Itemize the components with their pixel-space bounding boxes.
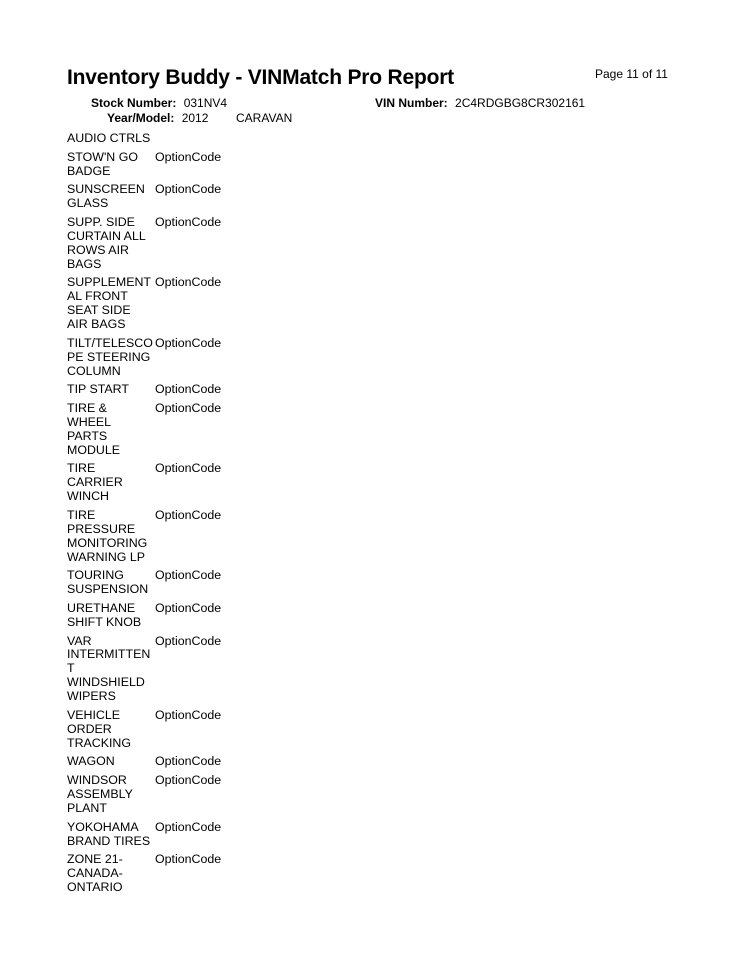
option-name-line: INTERMITTEN [67, 647, 151, 662]
option-name-line: VEHICLE [67, 707, 121, 722]
option-name-line: VAR [67, 633, 92, 648]
option-code: OptionCode [155, 633, 222, 648]
option-name-line: AUDIO CTRLS [67, 131, 151, 145]
option-name-line: SEAT SIDE [67, 303, 131, 318]
option-name [67, 602, 155, 630]
option-name-line: WIPERS [67, 689, 116, 704]
option-name-line: CARRIER [67, 475, 123, 490]
option-code: OptionCode [155, 182, 222, 197]
options-list [67, 132, 367, 900]
option-code: OptionCode [155, 852, 222, 867]
option-name [67, 635, 155, 705]
option-name-line: T [67, 661, 75, 676]
option-row [67, 183, 367, 211]
option-name-line: CURTAIN ALL [67, 228, 146, 243]
option-name-line: ROWS AIR [67, 242, 129, 257]
option-name [67, 337, 155, 379]
option-name-line: WARNING LP [67, 549, 146, 564]
option-code: OptionCode [155, 400, 222, 415]
option-code: OptionCode [155, 461, 222, 476]
option-name-line: WAGON [67, 754, 115, 769]
option-row [67, 216, 367, 272]
option-row [67, 755, 367, 769]
vin-number-field [375, 96, 585, 110]
option-name-line: TRACKING [67, 735, 132, 750]
option-name [67, 402, 155, 458]
option-name-line: COLUMN [67, 363, 121, 378]
option-name-line: MONITORING [67, 535, 148, 550]
option-name [67, 569, 155, 597]
option-name [67, 151, 155, 179]
option-name-line: ZONE 21- [67, 852, 123, 867]
report-title: Inventory Buddy - VINMatch Pro Report [67, 66, 454, 89]
option-name-line: SUPPLEMENT [67, 275, 151, 290]
option-name-line: AL FRONT [67, 289, 128, 304]
option-code: OptionCode [155, 819, 222, 834]
vin-number-label: VIN Number: [375, 96, 448, 110]
option-name-line: WINDSHIELD [67, 675, 145, 690]
option-code: OptionCode [155, 754, 222, 769]
option-name-line: PARTS [67, 428, 108, 443]
option-name-line: SHIFT KNOB [67, 614, 142, 629]
option-name-line: WINCH [67, 489, 109, 504]
option-row [67, 462, 367, 504]
page-number: Page 11 of 11 [595, 67, 668, 81]
option-name [67, 216, 155, 272]
vin-number-value: 2C4RDGBG8CR302161 [455, 96, 586, 110]
option-name [67, 774, 155, 816]
option-row [67, 821, 367, 849]
option-row [67, 853, 367, 895]
option-name [67, 183, 155, 211]
option-name-line: PE STEERING [67, 349, 151, 364]
option-name-line: MODULE [67, 442, 121, 457]
option-name-line: PRESSURE [67, 521, 136, 536]
option-row [67, 602, 367, 630]
option-name-line: CANADA- [67, 866, 123, 881]
option-name-line: TIP START [67, 382, 129, 397]
option-name-line: SUPP. SIDE [67, 214, 135, 229]
option-code: OptionCode [155, 275, 222, 290]
option-name [67, 132, 155, 146]
option-name-line: TIRE [67, 461, 96, 476]
stock-number-value: 031NV4 [183, 96, 228, 110]
option-name-line: SUNSCREEN [67, 182, 145, 197]
option-name-line: AIR BAGS [67, 317, 126, 332]
option-row [67, 402, 367, 458]
option-code: OptionCode [155, 707, 222, 722]
option-code: OptionCode [155, 568, 222, 583]
option-name-line: BRAND TIRES [67, 833, 151, 848]
option-name-line: ONTARIO [67, 880, 123, 895]
option-name [67, 276, 155, 332]
option-row [67, 709, 367, 751]
stock-number-label: Stock Number: [91, 96, 177, 110]
option-name-line: BADGE [67, 163, 111, 178]
option-name-line: TIRE [67, 507, 96, 522]
option-name-line: BAGS [67, 256, 102, 271]
option-name [67, 509, 155, 565]
option-name-line: TIRE & [67, 400, 107, 415]
stock-number-field [91, 96, 227, 110]
option-row [67, 774, 367, 816]
option-name-line: WHEEL [67, 414, 112, 429]
option-name-line: URETHANE [67, 600, 136, 615]
option-name-line: YOKOHAMA [67, 819, 139, 834]
option-name [67, 709, 155, 751]
option-row [67, 383, 367, 397]
year-model-field [107, 111, 208, 125]
option-name-line: TOURING [67, 568, 124, 583]
option-name-line: ORDER [67, 721, 112, 736]
option-name-line: GLASS [67, 196, 109, 211]
model-value: CARAVAN [236, 111, 293, 125]
option-name-line: WINDSOR [67, 773, 127, 788]
option-row [67, 569, 367, 597]
option-row [67, 509, 367, 565]
option-code: OptionCode [155, 507, 222, 522]
option-code: OptionCode [155, 149, 222, 164]
option-row [67, 151, 367, 179]
year-model-label: Year/Model: [107, 111, 175, 125]
option-code: OptionCode [155, 335, 222, 350]
option-row [67, 132, 367, 146]
option-name [67, 462, 155, 504]
option-name [67, 853, 155, 895]
option-name-line: SUSPENSION [67, 582, 149, 597]
option-row [67, 337, 367, 379]
option-code: OptionCode [155, 382, 222, 397]
option-row [67, 276, 367, 332]
option-name-line: STOW'N GO [67, 149, 138, 164]
option-name [67, 821, 155, 849]
option-code: OptionCode [155, 214, 222, 229]
year-value: 2012 [181, 111, 209, 125]
option-name [67, 755, 155, 769]
option-name-line: ASSEMBLY [67, 787, 133, 802]
option-code: OptionCode [155, 773, 222, 788]
option-name [67, 383, 155, 397]
option-name-line: TILT/TELESCO [67, 335, 153, 350]
option-row [67, 635, 367, 705]
option-code: OptionCode [155, 600, 222, 615]
option-name-line: PLANT [67, 800, 107, 815]
